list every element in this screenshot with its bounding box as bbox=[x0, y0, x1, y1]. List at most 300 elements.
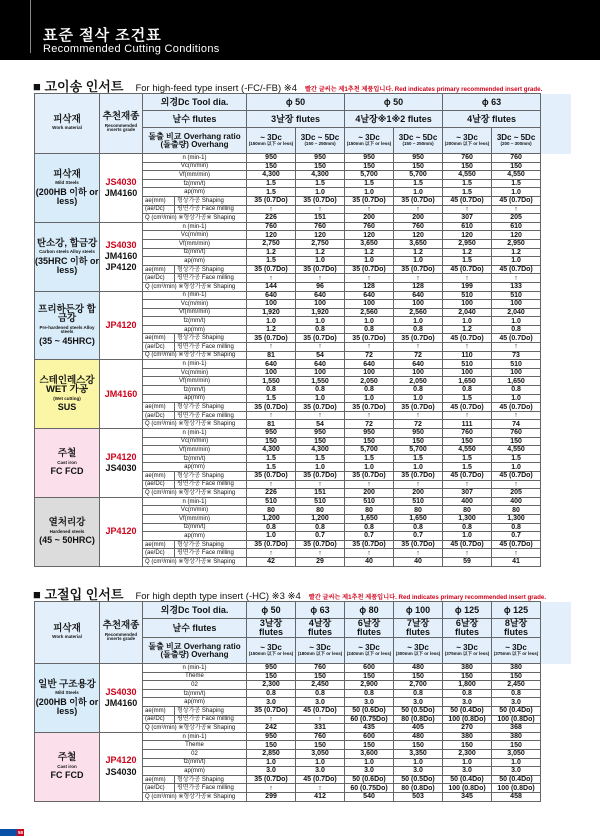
value-cell: 1.5 bbox=[247, 454, 296, 463]
param-label: ap(mm) bbox=[143, 188, 247, 197]
value-cell: 600 bbox=[345, 664, 394, 673]
value-cell: 458 bbox=[492, 792, 541, 801]
value-cell: 50 (0.5Do) bbox=[394, 706, 443, 715]
value-cell: 3.0 bbox=[443, 767, 492, 776]
value-cell: 4,550 bbox=[492, 171, 541, 180]
value-cell: ↑ bbox=[492, 480, 541, 489]
material-cell bbox=[35, 360, 100, 429]
value-cell: 2,750 bbox=[296, 239, 345, 248]
value-cell: 1.5 bbox=[247, 179, 296, 188]
value-cell: 3,600 bbox=[345, 749, 394, 758]
value-cell: 1.0 bbox=[394, 758, 443, 767]
overhang-cell bbox=[345, 128, 394, 154]
grade-cell bbox=[100, 154, 143, 223]
value-cell: 0.7 bbox=[492, 532, 541, 541]
value-cell: 80 bbox=[443, 506, 492, 515]
value-cell: ↑ bbox=[443, 205, 492, 214]
value-cell: 45 (0.7Do) bbox=[296, 775, 345, 784]
value-cell: 380 bbox=[492, 664, 541, 673]
value-cell: 80 bbox=[492, 506, 541, 515]
value-cell: 45 (0.7Do) bbox=[443, 403, 492, 412]
value-cell: 1,800 bbox=[443, 681, 492, 690]
param-label: fz(mm/t) bbox=[143, 454, 247, 463]
overhang-ratio: ~ 3Dc bbox=[456, 133, 478, 143]
value-cell: 144 bbox=[247, 282, 296, 291]
material-cell bbox=[35, 732, 100, 801]
value-cell: 0.8 bbox=[296, 386, 345, 395]
value-cell: 1.0 bbox=[394, 257, 443, 266]
material-spec: (45 ~ 50HRC) bbox=[39, 535, 95, 546]
value-cell: 150 bbox=[345, 672, 394, 681]
param-label: fz(mm/t) bbox=[143, 248, 247, 257]
value-cell: 640 bbox=[394, 291, 443, 300]
page-subtitle: Recommended Cutting Conditions bbox=[43, 43, 220, 55]
value-cell: ↑ bbox=[394, 480, 443, 489]
value-cell: ↑ bbox=[394, 205, 443, 214]
value-cell: 100 (0.8Do) bbox=[492, 784, 541, 793]
value-cell: 0.8 bbox=[296, 523, 345, 532]
value-cell: 0.8 bbox=[394, 386, 443, 395]
diameter-cell: ϕ 80 bbox=[345, 602, 394, 619]
overhang-length: (200 ~ 300mm) bbox=[500, 141, 532, 147]
value-cell: 1.5 bbox=[492, 454, 541, 463]
value-cell: 35 (0.7Do) bbox=[247, 265, 296, 274]
value-cell: 45 (0.7Do) bbox=[443, 265, 492, 274]
value-cell: 1.0 bbox=[296, 394, 345, 403]
overhang-length: (200mm 以下 or less) bbox=[444, 141, 490, 147]
value-cell: 74 bbox=[492, 420, 541, 429]
value-cell: 50 (0.4Do) bbox=[443, 775, 492, 784]
value-cell: 5,700 bbox=[394, 446, 443, 455]
value-cell: 510 bbox=[247, 497, 296, 506]
value-cell: 200 bbox=[345, 214, 394, 223]
value-cell: 80 (0.8Do) bbox=[394, 715, 443, 724]
overhang-cell bbox=[492, 128, 541, 154]
value-cell: 35 (0.7Do) bbox=[247, 471, 296, 480]
value-cell: 0.8 bbox=[492, 386, 541, 395]
value-cell: 760 bbox=[345, 222, 394, 231]
value-cell: 3.0 bbox=[394, 698, 443, 707]
value-cell: 1.0 bbox=[247, 532, 296, 541]
overhang-ratio: 3Dc ~ 5Dc bbox=[496, 133, 536, 143]
material-cell bbox=[35, 222, 100, 291]
value-cell: 54 bbox=[296, 351, 345, 360]
value-cell: 412 bbox=[296, 792, 345, 801]
value-cell: 35 (0.7Do) bbox=[247, 540, 296, 549]
overhang-length: (150 ~ 250mm) bbox=[402, 141, 434, 147]
primary-grade: JM4160 bbox=[104, 388, 138, 399]
value-cell: 35 (0.7Do) bbox=[296, 334, 345, 343]
value-cell: 60 (0.75Do) bbox=[345, 784, 394, 793]
value-cell: 35 (0.7Do) bbox=[296, 471, 345, 480]
value-cell: ↑ bbox=[394, 343, 443, 352]
value-cell: 45 (0.7Do) bbox=[443, 196, 492, 205]
param-label: ae(mm) bbox=[143, 775, 175, 784]
value-cell: 1.5 bbox=[443, 188, 492, 197]
value-cell: 1.0 bbox=[296, 463, 345, 472]
value-cell: 80 bbox=[247, 506, 296, 515]
value-cell: 1,920 bbox=[296, 308, 345, 317]
overhang-label: 돌출 비교 Overhang ratio (돌출량) Overhang bbox=[143, 638, 247, 664]
primary-grade: JS4030 bbox=[105, 686, 137, 697]
value-cell: ↑ bbox=[345, 343, 394, 352]
value-cell: 150 bbox=[247, 437, 296, 446]
overhang-ratio: ~ 3Dc bbox=[309, 643, 331, 653]
value-cell: 72 bbox=[345, 351, 394, 360]
table-row bbox=[35, 291, 571, 300]
param-label: ae(mm) bbox=[143, 471, 175, 480]
value-cell: 950 bbox=[296, 154, 345, 163]
flutes-cell: 3날장 flutes bbox=[247, 111, 345, 128]
value-cell: 35 (0.7Do) bbox=[247, 403, 296, 412]
value-cell: 100 bbox=[296, 368, 345, 377]
table-row bbox=[35, 360, 571, 369]
header-row-diameter bbox=[35, 94, 571, 111]
diameter-cell: ϕ 50 bbox=[247, 94, 345, 111]
value-cell: 120 bbox=[443, 231, 492, 240]
value-cell: ↑ bbox=[443, 274, 492, 283]
value-cell: 150 bbox=[296, 741, 345, 750]
value-cell: 1.0 bbox=[345, 257, 394, 266]
value-cell: 100 bbox=[247, 368, 296, 377]
value-cell: ↑ bbox=[247, 411, 296, 420]
value-cell: 1,300 bbox=[443, 514, 492, 523]
value-cell: 0.8 bbox=[247, 523, 296, 532]
value-cell: 100 (0.8Do) bbox=[492, 715, 541, 724]
value-cell: 150 bbox=[394, 162, 443, 171]
grade-en: Recommended inserts grade bbox=[104, 122, 138, 133]
param-label: 형상가공 Shaping bbox=[175, 775, 247, 784]
value-cell: 45 (0.7Do) bbox=[492, 403, 541, 412]
secondary-grade: JS4030 bbox=[105, 766, 137, 777]
value-cell: 100 bbox=[443, 368, 492, 377]
value-cell: 100 bbox=[492, 300, 541, 309]
value-cell: 100 (0.8Do) bbox=[443, 715, 492, 724]
value-cell: 50 (0.4Do) bbox=[492, 775, 541, 784]
material-name-en: Cast iron bbox=[57, 459, 77, 465]
secondary-grade: JM4160 bbox=[104, 187, 138, 198]
work-material-en: Work material bbox=[52, 634, 82, 639]
value-cell: 150 bbox=[492, 672, 541, 681]
table-row bbox=[35, 664, 571, 673]
value-cell: 45 (0.7Do) bbox=[492, 265, 541, 274]
value-cell: 1.5 bbox=[443, 394, 492, 403]
value-cell: ↑ bbox=[296, 784, 345, 793]
overhang-length: (375mm 以下 or less) bbox=[444, 651, 490, 657]
value-cell: 1.0 bbox=[443, 317, 492, 326]
value-cell: 45 (0.7Do) bbox=[492, 334, 541, 343]
value-cell: 0.8 bbox=[247, 386, 296, 395]
value-cell: 950 bbox=[394, 429, 443, 438]
value-cell: 0.8 bbox=[443, 523, 492, 532]
value-cell: 510 bbox=[296, 497, 345, 506]
value-cell: 1.0 bbox=[492, 317, 541, 326]
value-cell: 50 (0.4Do) bbox=[492, 706, 541, 715]
param-label: Q (cm³/min) ※형상가공※ Shaping bbox=[143, 282, 247, 291]
value-cell: 1.0 bbox=[247, 758, 296, 767]
value-cell: 1.5 bbox=[443, 463, 492, 472]
param-label: Vc(m/min) bbox=[143, 300, 247, 309]
section-title-ko: ■ 고이송 인서트 bbox=[33, 79, 124, 94]
value-cell: 150 bbox=[443, 672, 492, 681]
value-cell: 1.5 bbox=[492, 179, 541, 188]
value-cell: ↑ bbox=[296, 205, 345, 214]
param-label: Vf(mm/min) bbox=[143, 171, 247, 180]
param-label: ae(mm) bbox=[143, 196, 175, 205]
material-spec: (200HB 이하 or less) bbox=[35, 696, 99, 716]
diameter-cell: ϕ 63 bbox=[296, 602, 345, 619]
value-cell: 73 bbox=[492, 351, 541, 360]
value-cell: 35 (0.7Do) bbox=[296, 403, 345, 412]
value-cell: 380 bbox=[443, 732, 492, 741]
value-cell: 950 bbox=[247, 429, 296, 438]
value-cell: ↑ bbox=[394, 411, 443, 420]
value-cell: ↑ bbox=[247, 784, 296, 793]
overhang-ratio: ~ 3Dc bbox=[505, 643, 527, 653]
grade-cell bbox=[100, 291, 143, 360]
param-label: (ae/Dc) bbox=[143, 411, 175, 420]
value-cell: 640 bbox=[345, 291, 394, 300]
param-label: Vf(mm/min) bbox=[143, 446, 247, 455]
value-cell: 610 bbox=[443, 222, 492, 231]
value-cell: 3,350 bbox=[394, 749, 443, 758]
value-cell: 640 bbox=[394, 360, 443, 369]
value-cell: 0.8 bbox=[443, 386, 492, 395]
overhang-cell bbox=[296, 638, 345, 664]
param-label: Q (cm³/min) ※형상가공※ Shaping bbox=[143, 489, 247, 498]
overhang-ratio: ~ 3Dc bbox=[407, 643, 429, 653]
value-cell: 35 (0.7Do) bbox=[247, 706, 296, 715]
value-cell: 1,550 bbox=[296, 377, 345, 386]
value-cell: 72 bbox=[345, 420, 394, 429]
value-cell: 150 bbox=[296, 672, 345, 681]
value-cell: 150 bbox=[394, 672, 443, 681]
overhang-ratio: ~ 3Dc bbox=[260, 133, 282, 143]
header-row-diameter bbox=[35, 602, 571, 619]
value-cell: 100 bbox=[296, 300, 345, 309]
value-cell: 0.8 bbox=[443, 689, 492, 698]
value-cell: ↑ bbox=[247, 480, 296, 489]
value-cell: 35 (0.7Do) bbox=[345, 334, 394, 343]
value-cell: 150 bbox=[345, 162, 394, 171]
value-cell: 1.0 bbox=[443, 532, 492, 541]
value-cell: 120 bbox=[492, 231, 541, 240]
work-material-header bbox=[35, 602, 100, 664]
material-spec: FC FCD bbox=[50, 770, 84, 781]
table-row bbox=[35, 429, 571, 438]
value-cell: 111 bbox=[443, 420, 492, 429]
value-cell: 199 bbox=[443, 282, 492, 291]
page-number: 58 bbox=[17, 830, 23, 835]
value-cell: 200 bbox=[394, 489, 443, 498]
value-cell: 100 bbox=[247, 300, 296, 309]
material-spec: FC FCD bbox=[50, 466, 84, 477]
value-cell: 1.0 bbox=[394, 394, 443, 403]
value-cell: ↑ bbox=[247, 549, 296, 558]
overhang-ratio: 3Dc ~ 5Dc bbox=[398, 133, 438, 143]
value-cell: 1.2 bbox=[247, 325, 296, 334]
value-cell: 100 bbox=[345, 300, 394, 309]
value-cell: ↑ bbox=[345, 274, 394, 283]
value-cell: 640 bbox=[247, 291, 296, 300]
param-label: ap(mm) bbox=[143, 325, 247, 334]
overhang-length: (150mm 以下 or less) bbox=[248, 141, 294, 147]
value-cell: 150 bbox=[247, 162, 296, 171]
value-cell: 1.0 bbox=[345, 394, 394, 403]
value-cell: 640 bbox=[296, 360, 345, 369]
value-cell: 81 bbox=[247, 351, 296, 360]
param-label: n (min-1) bbox=[143, 497, 247, 506]
value-cell: 100 (0.8Do) bbox=[443, 784, 492, 793]
value-cell: 0.8 bbox=[296, 689, 345, 698]
value-cell: ↑ bbox=[443, 411, 492, 420]
value-cell: 0.7 bbox=[345, 532, 394, 541]
value-cell: 2,050 bbox=[394, 377, 443, 386]
value-cell: 4,550 bbox=[443, 171, 492, 180]
value-cell: 1.5 bbox=[247, 257, 296, 266]
material-name-en: Carbon steels Alloy steels bbox=[39, 249, 95, 255]
param-label: ap(mm) bbox=[143, 767, 247, 776]
primary-grade: JP4120 bbox=[105, 451, 137, 462]
material-spec: SUS bbox=[57, 402, 77, 413]
section-title-en: For high-feed type insert (-FC/-FB) ※4 bbox=[135, 83, 298, 94]
table-row bbox=[35, 732, 571, 741]
param-label: Vc(m/min) bbox=[143, 368, 247, 377]
value-cell: ↑ bbox=[345, 411, 394, 420]
grade-cell bbox=[100, 429, 143, 498]
value-cell: 4,550 bbox=[443, 446, 492, 455]
param-label: 평면가공 Face milling bbox=[175, 343, 247, 352]
value-cell: 0.8 bbox=[345, 386, 394, 395]
value-cell: 81 bbox=[247, 420, 296, 429]
dia-label: 외경Dc Tool dia. bbox=[143, 602, 247, 619]
value-cell: 35 (0.7Do) bbox=[345, 471, 394, 480]
value-cell: 0.7 bbox=[394, 532, 443, 541]
value-cell: 45 (0.7Do) bbox=[296, 706, 345, 715]
banner-divider bbox=[30, 0, 31, 53]
value-cell: 150 bbox=[492, 437, 541, 446]
param-label: Vf(mm/min) bbox=[143, 377, 247, 386]
material-cell bbox=[35, 497, 100, 566]
material-name-ko: 스테인레스강 WET 가공 bbox=[39, 374, 95, 396]
grade-header bbox=[100, 94, 143, 154]
value-cell: 760 bbox=[247, 222, 296, 231]
value-cell: 270 bbox=[443, 724, 492, 733]
value-cell: 760 bbox=[296, 664, 345, 673]
value-cell: 950 bbox=[247, 664, 296, 673]
value-cell: 950 bbox=[394, 154, 443, 163]
param-label: (ae/Dc) bbox=[143, 715, 175, 724]
primary-grade: JP4120 bbox=[105, 526, 137, 536]
value-cell: 2,700 bbox=[394, 681, 443, 690]
value-cell: 45 (0.7Do) bbox=[443, 540, 492, 549]
overhang-cell bbox=[394, 128, 443, 154]
flutes-cell: 4날장 flutes bbox=[296, 619, 345, 638]
value-cell: 1.0 bbox=[296, 317, 345, 326]
param-label: 형상가공 Shaping bbox=[175, 471, 247, 480]
value-cell: 1.5 bbox=[443, 179, 492, 188]
value-cell: 640 bbox=[296, 291, 345, 300]
overhang-length: (300mm 以下 or less) bbox=[395, 651, 441, 657]
overhang-length: (180mm 以下 or less) bbox=[297, 651, 343, 657]
value-cell: 3,050 bbox=[296, 749, 345, 758]
param-label: fz(mm/t) bbox=[143, 386, 247, 395]
secondary-grade: JS4030 bbox=[105, 462, 137, 473]
overhang-length: (375mm 以下 or less) bbox=[493, 651, 539, 657]
value-cell: 3.0 bbox=[296, 698, 345, 707]
param-label: ap(mm) bbox=[143, 463, 247, 472]
value-cell: 0.8 bbox=[345, 689, 394, 698]
value-cell: ↑ bbox=[492, 205, 541, 214]
material-name-ko: 주철 bbox=[57, 752, 77, 764]
grade-header bbox=[100, 602, 143, 664]
value-cell: 3.0 bbox=[247, 698, 296, 707]
value-cell: 1.5 bbox=[296, 454, 345, 463]
material-name-en: Cast iron bbox=[57, 763, 77, 769]
value-cell: 331 bbox=[296, 724, 345, 733]
value-cell: 1.0 bbox=[345, 758, 394, 767]
value-cell: 50 (0.6Do) bbox=[345, 706, 394, 715]
value-cell: 35 (0.7Do) bbox=[247, 334, 296, 343]
value-cell: 480 bbox=[394, 732, 443, 741]
value-cell: 510 bbox=[394, 497, 443, 506]
overhang-ratio: ~ 3Dc bbox=[358, 643, 380, 653]
value-cell: 760 bbox=[296, 222, 345, 231]
material-cell bbox=[35, 291, 100, 360]
value-cell: 50 (0.5Do) bbox=[394, 775, 443, 784]
value-cell: 45 (0.7Do) bbox=[492, 540, 541, 549]
grade-cell bbox=[100, 664, 143, 733]
value-cell: 35 (0.7Do) bbox=[345, 265, 394, 274]
grade-ko: 추천재종 bbox=[102, 111, 140, 123]
value-cell: 299 bbox=[247, 792, 296, 801]
value-cell: ↑ bbox=[443, 480, 492, 489]
value-cell: 307 bbox=[443, 489, 492, 498]
diameter-cell: ϕ 125 bbox=[492, 602, 541, 619]
value-cell: 242 bbox=[247, 724, 296, 733]
overhang-ratio: ~ 3Dc bbox=[260, 643, 282, 653]
value-cell: ↑ bbox=[296, 411, 345, 420]
param-label: (ae/Dc) bbox=[143, 480, 175, 489]
value-cell: 72 bbox=[394, 420, 443, 429]
value-cell: 1,550 bbox=[247, 377, 296, 386]
value-cell: 4,300 bbox=[247, 446, 296, 455]
value-cell: 3,650 bbox=[394, 239, 443, 248]
value-cell: 1.5 bbox=[394, 179, 443, 188]
value-cell: ↑ bbox=[345, 205, 394, 214]
value-cell: 150 bbox=[492, 162, 541, 171]
value-cell: ↑ bbox=[345, 480, 394, 489]
value-cell: 0.8 bbox=[296, 325, 345, 334]
param-label: 형상가공 Shaping bbox=[175, 334, 247, 343]
material-name-ko: 프리하든강 합금강 bbox=[38, 303, 96, 325]
value-cell: 4,300 bbox=[247, 171, 296, 180]
overhang-length: (150mm 以下 or less) bbox=[346, 141, 392, 147]
value-cell: 2,040 bbox=[492, 308, 541, 317]
value-cell: 0.8 bbox=[394, 523, 443, 532]
value-cell: 1.0 bbox=[492, 257, 541, 266]
param-label: 형상가공 Shaping bbox=[175, 706, 247, 715]
value-cell: 29 bbox=[296, 557, 345, 566]
value-cell: 760 bbox=[443, 429, 492, 438]
value-cell: 1.5 bbox=[443, 257, 492, 266]
value-cell: 950 bbox=[247, 732, 296, 741]
param-label: n (min-1) bbox=[143, 222, 247, 231]
primary-grade: JP4120 bbox=[105, 755, 137, 766]
value-cell: 2,850 bbox=[247, 749, 296, 758]
value-cell: 3.0 bbox=[492, 698, 541, 707]
value-cell: 1.0 bbox=[247, 317, 296, 326]
